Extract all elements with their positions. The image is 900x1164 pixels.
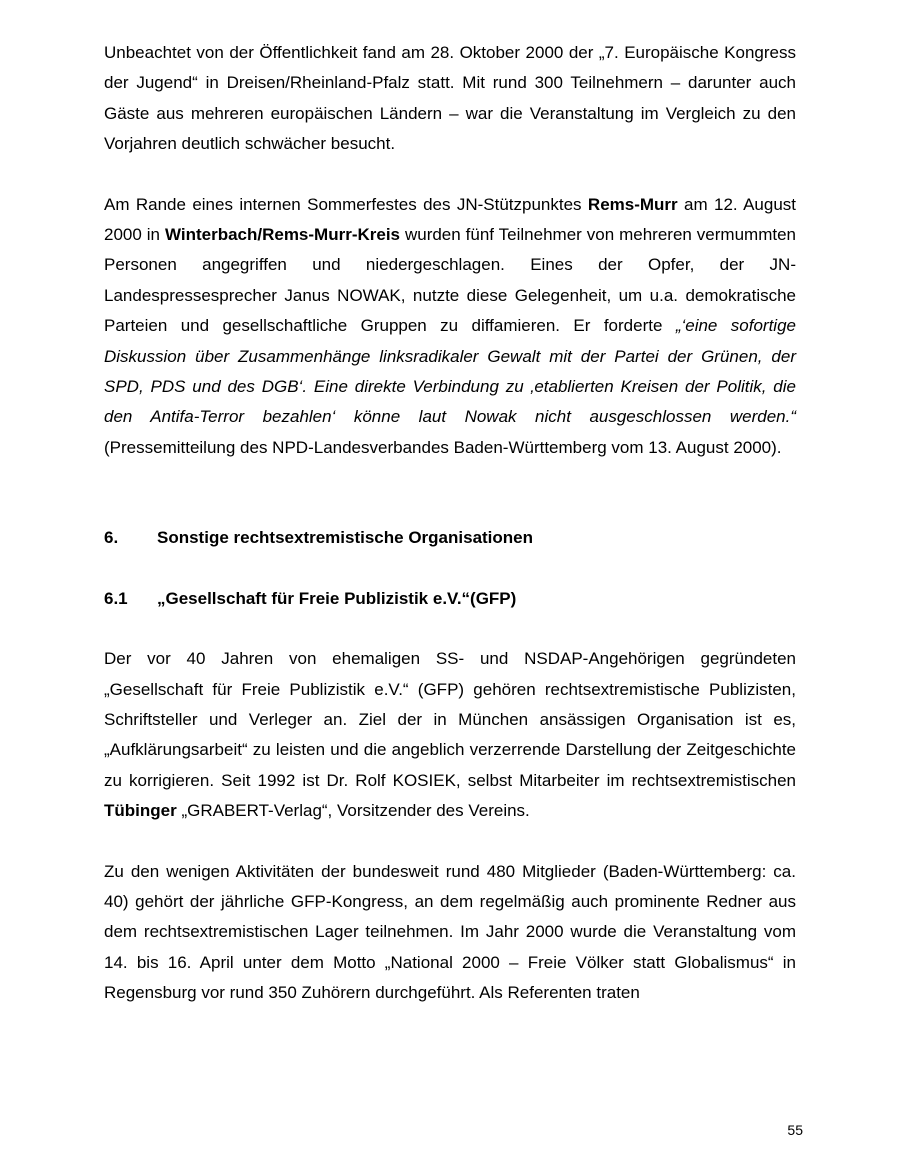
text-segment: am 12. August 2000 in — [104, 194, 796, 245]
text-segment: wurden fünf Teilnehmer von mehreren vermummten Personen angegriffen und niedergeschlagen. Eines der Opfer, der JN-Landespressesprecher Janus NOWAK, nutzte diese Gelegenheit, um u.a. demokratische Parteien und gesellschaftliche Gruppen zu diffamieren. Er forderte — [104, 225, 796, 336]
section-heading-6 — [104, 523, 796, 553]
bold-place-name: Winterbach/Rems-Murr-Kreis — [164, 225, 401, 245]
text-segment: Der vor 40 Jahren von ehemaligen SS- und NSDAP-Angehörigen gegründeten „Gesellschaft für Freie Publizistik e.V.“ (GFP) gehören rechtsextremistische Publizisten, Schriftsteller und Verleger an. Ziel der in München ansässigen Organisation ist es, „Aufklärungsarbeit“ zu leisten und die angeblich verzerrende Darstellung der Zeitgeschichte zu korrigieren. Seit 1992 ist Dr. Rolf KOSIEK, selbst Mitarbeiter im rechtsextremistischen — [104, 649, 796, 790]
italic-quote: „‘eine sofortige Diskussion über Zusammenhänge linksradikaler Gewalt mit der Partei der Grünen, der SPD, PDS und des DGB‘. Eine direkte Verbindung zu ‚etablierten Kreisen der Politik, die den Antifa-Terror bezahlen‘ könne laut Nowak nicht ausgeschlossen werden.“ — [104, 316, 796, 427]
bold-place-name: Tübinger — [104, 801, 177, 821]
paragraph-rems-murr-attack — [104, 190, 796, 464]
paragraph-gfp-description — [104, 644, 796, 826]
section-number: 6.1 — [104, 588, 128, 608]
paragraph-gfp-congress: Zu den wenigen Aktivitäten der bundesweit rund 480 Mitglieder (Baden-Württemberg: ca. 40) gehört der jährliche GFP-Kongress, an dem regelmäßig auch prominente Redner aus dem rechtsextremistischen Lager teilnehmen. Im Jahr 2000 wurde die Veranstaltung vom 14. bis 16. April unter dem Motto „National 2000 – Freie Völker statt Globalismus“ in Regensburg vor rund 350 Zuhörern durchgeführt. Als Referenten traten — [104, 861, 796, 1003]
page-number: 55 — [787, 1122, 803, 1138]
document-body — [104, 38, 796, 1009]
section-title: „Gesellschaft für Freie Publizistik e.V.“(GFP) — [157, 588, 517, 608]
section-title: Sonstige rechtsextremistische Organisationen — [157, 528, 534, 548]
bold-place-name: Rems-Murr — [587, 194, 678, 214]
text-segment: Am Rande eines internen Sommerfestes des JN-Stützpunktes — [104, 194, 588, 214]
paragraph-european-youth-congress: Unbeachtet von der Öffentlichkeit fand am 28. Oktober 2000 der „7. Europäische Kongress der Jugend“ in Dreisen/Rheinland-Pfalz statt. Mit rund 300 Teilnehmern – darunter auch Gäste aus mehreren europäischen Ländern – war die Veranstaltung im Vergleich zu den Vorjahren deutlich schwächer besucht. — [104, 43, 796, 154]
text-segment: (Pressemitteilung des NPD-Landesverbandes Baden-Württemberg vom 13. August 2000). — [104, 437, 782, 457]
section-heading-6-1 — [104, 584, 796, 614]
text-segment: „GRABERT-Verlag“, Vorsitzender des Vereins. — [176, 801, 530, 821]
section-number: 6. — [104, 528, 119, 548]
